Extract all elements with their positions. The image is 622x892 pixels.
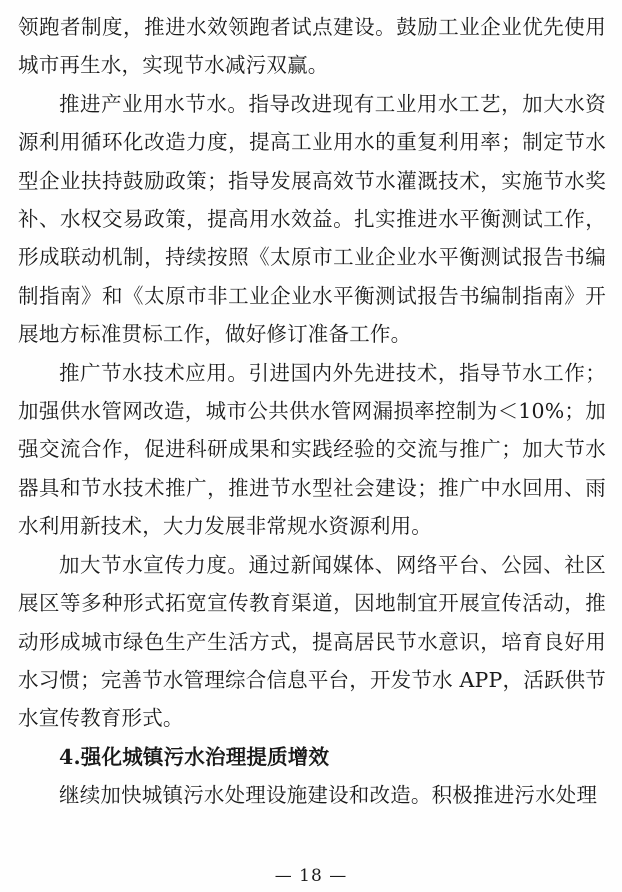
paragraph-continuation: 领跑者制度，推进水效领跑者试点建设。鼓励工业企业优先使用城市再生水，实现节水减污双赢。 (18, 15, 606, 78)
page-body (18, 8, 606, 815)
paragraph-industry-water-saving: 推进产业用水节水。指导改进现有工业用水工艺，加大水资源利用循环化改造力度，提高工业用水的重复利用率；制定节水型企业扶持鼓励政策；指导发展高效节水灌溉技术，实施节水奖补、水权交易政策，提高用水效益。扎实推进水平衡测试工作，形成联动机制，持续按照《太原市工业企业水平衡测试报告书编制指南》和《太原市非工业企业水平衡测试报告书编制指南》开展地方标准贯标工作，做好修订准备工作。 (18, 91, 606, 347)
paragraph-sewage-treatment: 继续加快城镇污水处理设施建设和改造。积极推进污水处理 (59, 783, 598, 808)
page-footer (0, 866, 622, 886)
section-heading-4: 4.强化城镇污水治理提质增效 (59, 744, 330, 769)
page-number: — 18 — (274, 866, 348, 886)
paragraph-publicity: 加大节水宣传力度。通过新闻媒体、网络平台、公园、社区展区等多种形式拓宽宣传教育渠道，因地制宜开展宣传活动，推动形成城市绿色生产生活方式，提高居民节水意识，培育良好用水习惯；完善节水管理综合信息平台，开发节水 APP，活跃供节水宣传教育形式。 (18, 552, 606, 731)
paragraph-technology-promotion: 推广节水技术应用。引进国内外先进技术，指导节水工作；加强供水管网改造，城市公共供水管网漏损率控制为＜10%；加强交流合作，促进科研成果和实践经验的交流与推广；加大节水器具和节水技术推广，推进节水型社会建设；推广中水回用、雨水利用新技术，大力发展非常规水资源利用。 (18, 360, 606, 539)
